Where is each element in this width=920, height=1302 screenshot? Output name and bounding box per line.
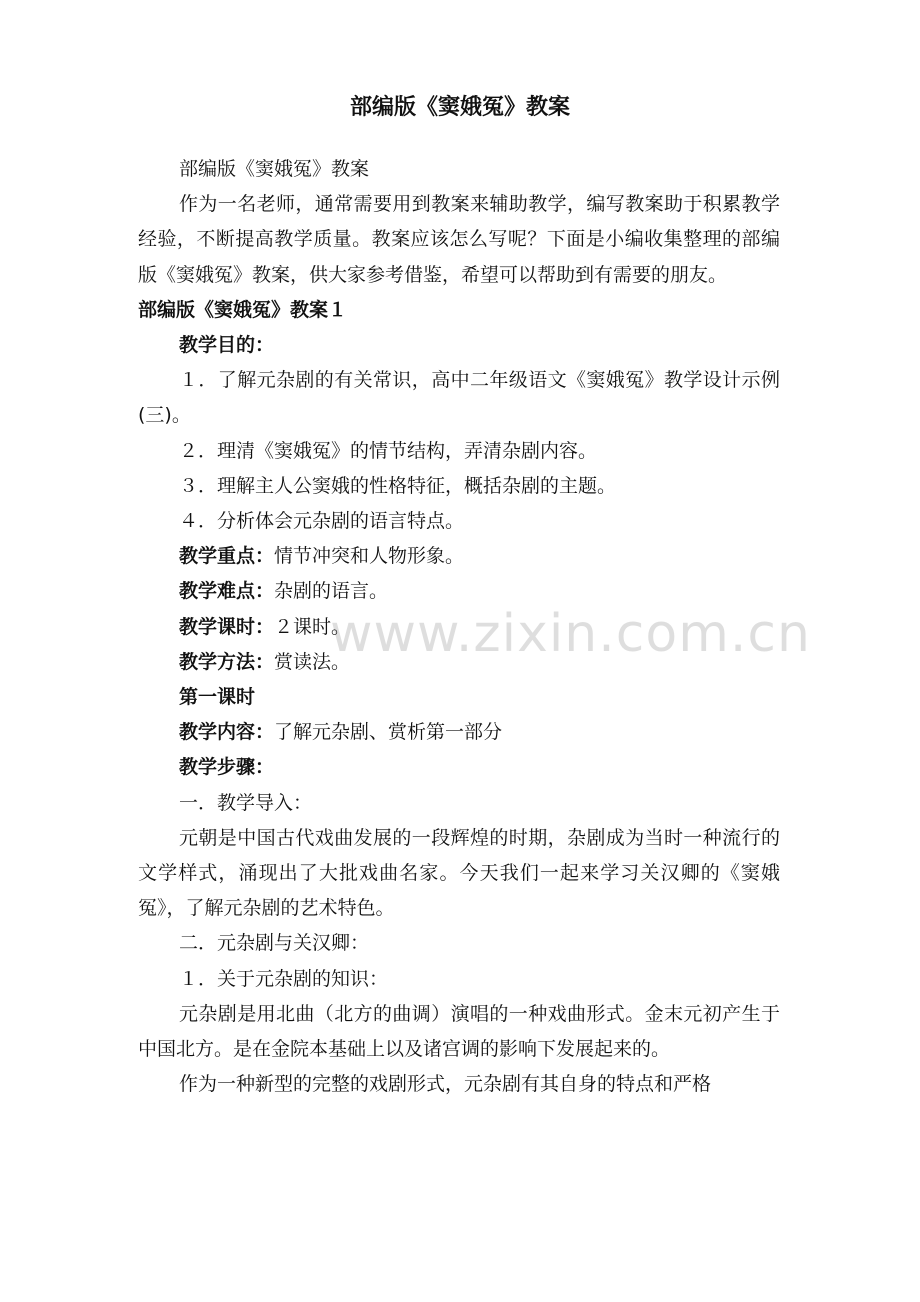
key-points-line (138, 539, 780, 574)
document-title: 部编版《窦娥冤》教案 (349, 95, 570, 120)
steps-heading: 教学步骤： (179, 756, 275, 779)
key-points-label: 教学重点： (179, 545, 275, 568)
body-paragraph: 元朝是中国古代戏曲发展的一段辉煌的时期，杂剧成为当时一种流行的文学样式，涌现出了大批戏曲名家。今天我们一起来学习关汉卿的《窦娥冤》，了解元杂剧的艺术特色。 (138, 826, 780, 920)
key-points-text: 情节冲突和人物形象。 (274, 545, 465, 568)
watermark-text: www.zixin.com.cn (330, 604, 811, 664)
periods-text: ２课时。 (274, 615, 351, 638)
objective-item: ２．理清《窦娥冤》的情节结构，弄清杂剧内容。 (179, 439, 598, 462)
objective-item: ４．分析体会元杂剧的语言特点。 (179, 510, 465, 533)
difficulty-text: 杂剧的语言。 (274, 580, 389, 603)
method-label: 教学方法： (179, 650, 275, 673)
difficulty-label: 教学难点： (179, 580, 275, 603)
section-heading: 部编版《窦娥冤》教案１ (138, 298, 348, 321)
subtitle-paragraph: 部编版《窦娥冤》教案 (179, 158, 370, 180)
method-text: 赏读法。 (274, 650, 351, 673)
sub-step-heading: １．关于元杂剧的知识： (179, 967, 389, 990)
objectives-heading: 教学目的： (179, 334, 275, 357)
first-period-heading: 第一课时 (179, 686, 256, 709)
content-label: 教学内容： (179, 721, 275, 744)
body-paragraph: 元杂剧是用北曲（北方的曲调）演唱的一种戏曲形式。金末元初产生于中国北方。是在金院本基础上以及诸宫调的影响下发展起来的。 (138, 1002, 780, 1061)
step-heading: 一．教学导入： (179, 791, 313, 814)
body-paragraph: 作为一种新型的完整的戏剧形式，元杂剧有其自身的特点和严格 (179, 1073, 712, 1096)
intro-paragraph: 作为一名老师，通常需要用到教案来辅助教学，编写教案助于积累教学经验，不断提高教学质量。教案应该怎么写呢？下面是小编收集整理的部编版《窦娥冤》教案，供大家参考借鉴，希望可以帮助到有需要的朋友。 (138, 193, 780, 286)
objective-item: １．了解元杂剧的有关常识，高中二年级语文《窦娥冤》教学设计示例(三)。 (138, 369, 780, 427)
content-line (138, 715, 780, 750)
periods-label: 教学课时： (179, 615, 275, 638)
content-text: 了解元杂剧、赏析第一部分 (274, 721, 503, 744)
objective-item: ３．理解主人公窦娥的性格特征，概括杂剧的主题。 (179, 474, 617, 497)
step-heading: 二．元杂剧与关汉卿： (179, 932, 370, 955)
